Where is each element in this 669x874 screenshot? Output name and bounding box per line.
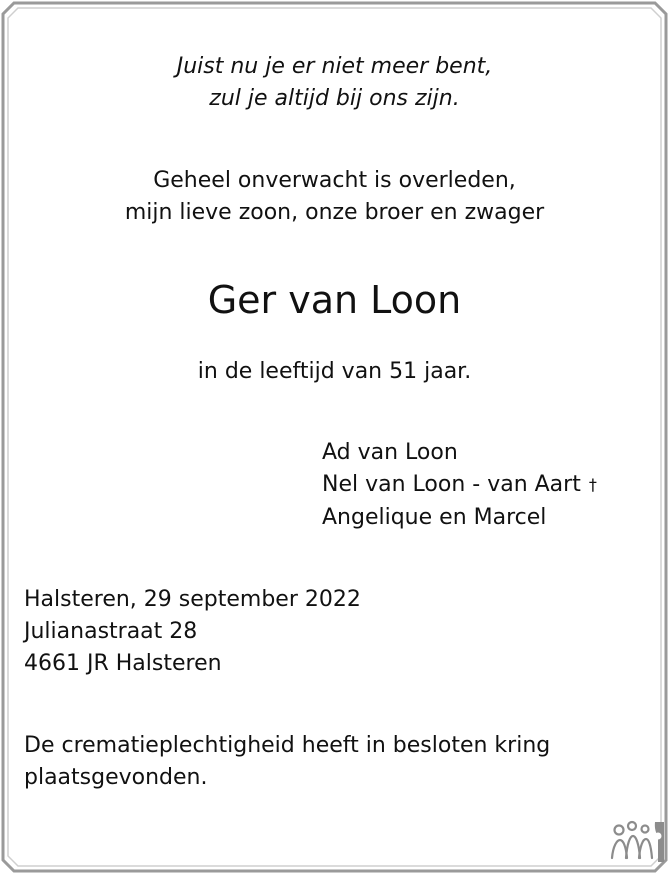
death-announcement	[0, 165, 669, 229]
deceased-name: Ger van Loon	[207, 278, 462, 322]
family-member-3: Angelique en Marcel	[322, 505, 547, 530]
postcode-city: 4661 JR Halsteren	[24, 651, 222, 676]
street-address: Julianastraat 28	[24, 619, 198, 644]
ceremony-note: De crematieplechtigheid heeft in besloten kring plaatsgevonden.	[24, 733, 551, 790]
poem-line-2: zul je altijd bij ons zijn.	[209, 86, 460, 111]
family-member-2	[322, 469, 597, 502]
family-signatories	[322, 437, 597, 534]
announcement-line-1: Geheel onverwacht is overleden,	[153, 168, 516, 193]
age-line: in de leeftijd van 51 jaar.	[197, 359, 472, 384]
poem-line-1: Juist nu je er niet meer bent,	[176, 54, 493, 79]
deceased-cross-mark: †	[588, 475, 597, 494]
family-member-2-name: Nel van Loon - van Aart	[322, 472, 581, 497]
place-date: Halsteren, 29 september 2022	[24, 587, 361, 612]
family-member-1: Ad van Loon	[322, 440, 458, 465]
family-figures-logo-icon	[608, 818, 664, 862]
memorial-poem	[0, 51, 669, 115]
announcement-line-2: mijn lieve zoon, onze broer en zwager	[124, 200, 545, 225]
correspondence-address	[24, 584, 361, 680]
